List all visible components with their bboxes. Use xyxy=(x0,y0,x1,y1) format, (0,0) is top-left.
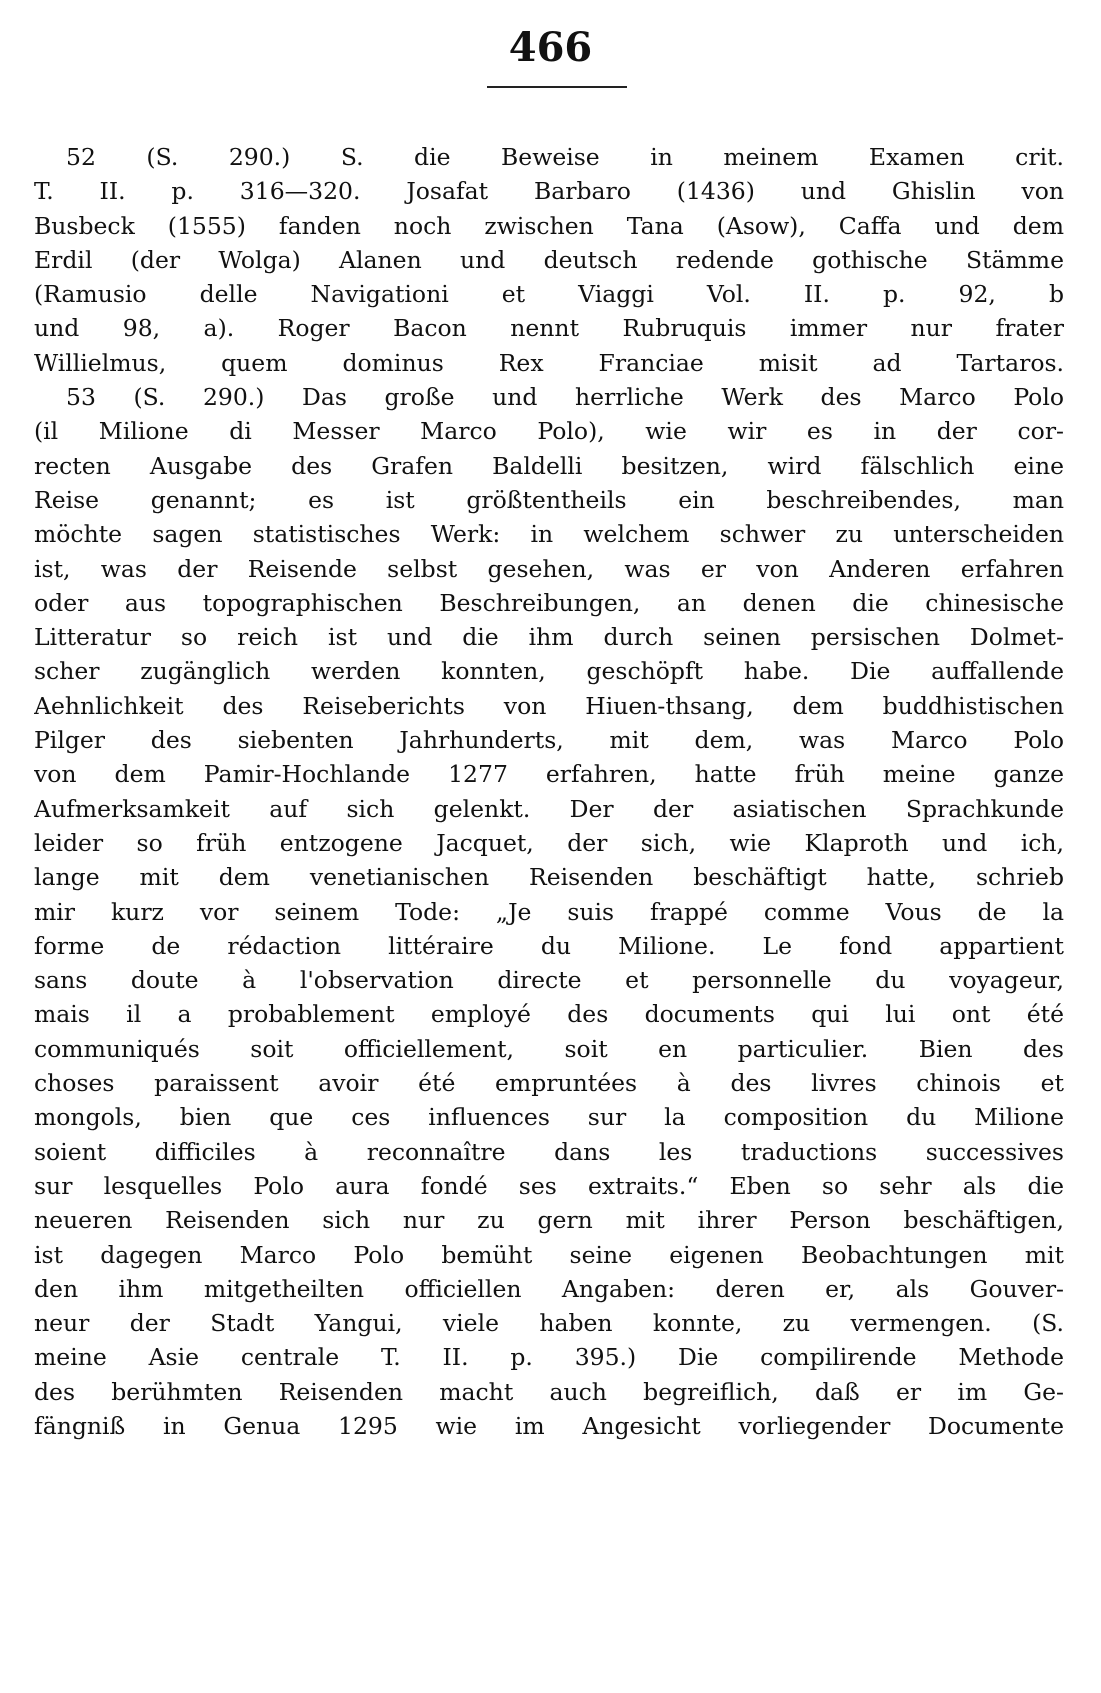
text-line: ist dagegen Marco Polo bemüht seine eigenen Beobachtungen mit xyxy=(34,1240,1064,1269)
text-line: Litteratur so reich ist und die ihm durch seinen persischen Dolmet- xyxy=(34,623,1064,652)
text-line: Pilger des siebenten Jahrhunderts, mit dem, was Marco Polo xyxy=(34,726,1064,755)
text-line: fängniß in Genua 1295 wie im Angesicht vorliegender Documente xyxy=(34,1411,1064,1440)
text-line: 53 (S. 290.) Das große und herrliche Werk des Marco Polo xyxy=(66,383,1064,412)
text-line: (Ramusio delle Navigationi et Viaggi Vol. II. p. 92, b xyxy=(34,280,1064,309)
text-line: Erdil (der Wolga) Alanen und deutsch redende gothische Stämme xyxy=(34,245,1064,274)
text-line: und 98, a). Roger Bacon nennt Rubruquis immer nur frater xyxy=(34,314,1064,343)
footnote-text xyxy=(34,140,1064,1443)
header-rule xyxy=(487,86,627,88)
text-line: Busbeck (1555) fanden noch zwischen Tana (Asow), Caffa und dem xyxy=(34,211,1064,240)
text-line: mongols, bien que ces influences sur la composition du Milione xyxy=(34,1103,1064,1132)
text-line: oder aus topographischen Beschreibungen, an denen die chinesische xyxy=(34,588,1064,617)
text-line: scher zugänglich werden konnten, geschöpft habe. Die auffallende xyxy=(34,657,1064,686)
text-line: Reise genannt; es ist größtentheils ein beschreibendes, man xyxy=(34,485,1064,514)
text-line: möchte sagen statistisches Werk: in welchem schwer zu unterscheiden xyxy=(34,520,1064,549)
text-line: choses paraissent avoir été empruntées à des livres chinois et xyxy=(34,1069,1064,1098)
text-line: recten Ausgabe des Grafen Baldelli besitzen, wird fälschlich eine xyxy=(34,451,1064,480)
text-line: 52 (S. 290.) S. die Beweise in meinem Examen crit. xyxy=(66,143,1064,171)
text-line: soient difficiles à reconnaître dans les traductions successives xyxy=(34,1137,1064,1166)
text-line: sur lesquelles Polo aura fondé ses extraits.“ Eben so sehr als die xyxy=(34,1171,1064,1200)
page-number: 466 xyxy=(508,24,593,71)
text-line: communiqués soit officiellement, soit en particulier. Bien des xyxy=(34,1034,1064,1063)
text-line: (il Milione di Messer Marco Polo), wie wir es in der cor- xyxy=(34,417,1064,446)
text-line: mir kurz vor seinem Tode: „Je suis frappé comme Vous de la xyxy=(34,897,1064,926)
text-line: Aufmerksamkeit auf sich gelenkt. Der der asiatischen Sprachkunde xyxy=(34,794,1064,823)
text-line: forme de rédaction littéraire du Milione. Le fond appartient xyxy=(34,931,1064,960)
text-line: den ihm mitgetheilten officiellen Angaben: deren er, als Gouver- xyxy=(34,1274,1064,1303)
text-line: sans doute à l'observation directe et personnelle du voyageur, xyxy=(34,966,1064,995)
text-line: T. II. p. 316—320. Josafat Barbaro (1436) und Ghislin von xyxy=(34,177,1064,206)
text-line: des berühmten Reisenden macht auch begreiflich, daß er im Ge- xyxy=(34,1377,1064,1406)
text-line: ist, was der Reisende selbst gesehen, was er von Anderen erfahren xyxy=(34,554,1064,583)
text-line: lange mit dem venetianischen Reisenden beschäftigt hatte, schrieb xyxy=(34,863,1064,892)
text-line: neur der Stadt Yangui, viele haben konnte, zu vermengen. (S. xyxy=(34,1309,1064,1338)
text-line: Willielmus, quem dominus Rex Franciae misit ad Tartaros. xyxy=(34,348,1064,377)
text-line: Aehnlichkeit des Reiseberichts von Hiuen-thsang, dem buddhistischen xyxy=(34,691,1064,720)
text-line: meine Asie centrale T. II. p. 395.) Die compilirende Methode xyxy=(34,1343,1064,1372)
text-line: neueren Reisenden sich nur zu gern mit ihrer Person beschäftigen, xyxy=(34,1206,1064,1235)
text-line: leider so früh entzogene Jacquet, der sich, wie Klaproth und ich, xyxy=(34,828,1064,857)
text-line: von dem Pamir-Hochlande 1277 erfahren, hatte früh meine ganze xyxy=(34,760,1064,789)
text-line: mais il a probablement employé des documents qui lui ont été xyxy=(34,1000,1064,1029)
